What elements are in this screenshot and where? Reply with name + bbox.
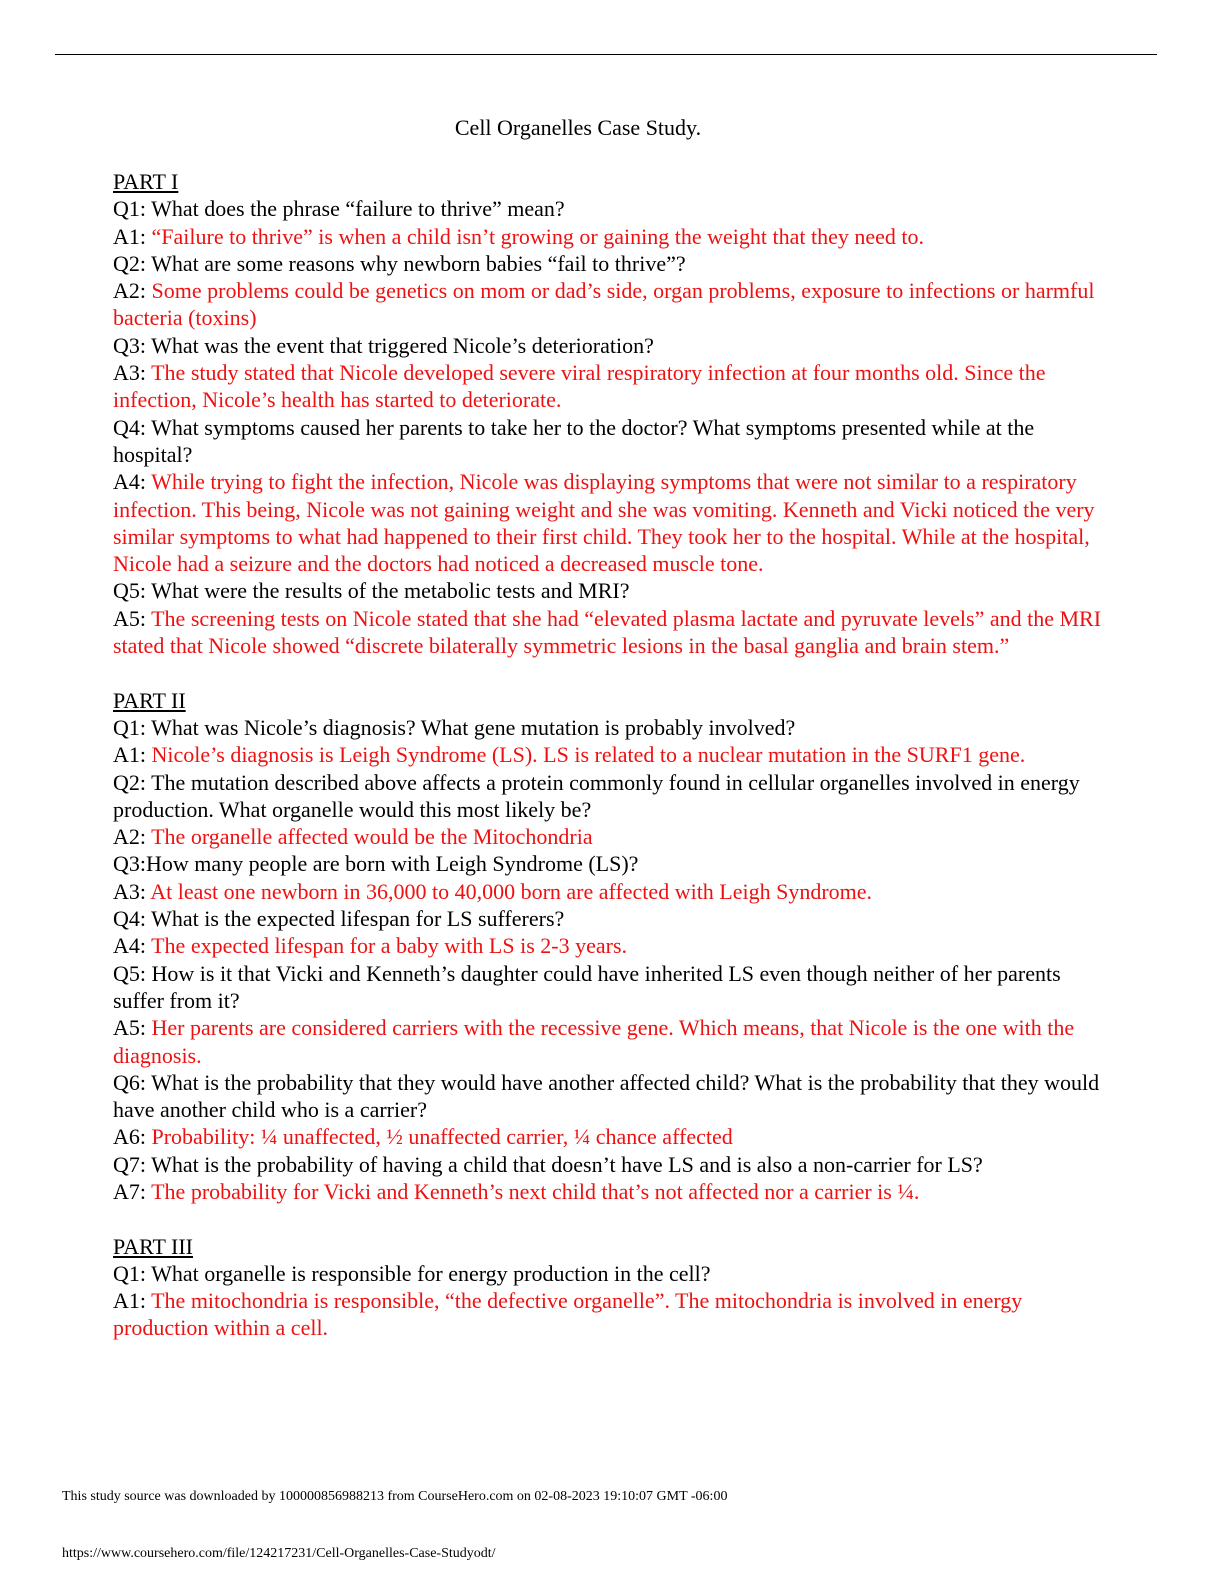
answer-label: A6: <box>113 1124 152 1150</box>
question <box>113 714 1108 741</box>
answer <box>113 1014 1108 1069</box>
answer <box>113 1123 1108 1150</box>
answer-label: A4: <box>113 469 152 495</box>
answer-label: A1: <box>113 1288 152 1314</box>
question-text: What are some reasons why newborn babies “fail to thrive”? <box>151 250 686 276</box>
question <box>113 195 1108 222</box>
answer-text: The expected lifespan for a baby with LS is 2-3 years. <box>151 933 628 959</box>
answer-text: “Failure to thrive” is when a child isn’t growing or gaining the weight that they need to. <box>151 223 924 249</box>
answer <box>113 932 1108 959</box>
question-text: How is it that Vicki and Kenneth’s daughter could have inherited LS even though neither of her parents suffer from it? <box>113 960 1061 1013</box>
answer-text: While trying to fight the infection, Nicole was displaying symptoms that were not similar to a respiratory infection. This being, Nicole was not gaining weight and she was vomiting. Kenneth and Vicki noticed the very similar symptoms to what had happened to their first child. They took her to the hospital. While at the hospital, Nicole had a seizure and the doctors had noticed a decreased muscle tone. <box>113 469 1095 577</box>
question <box>113 905 1108 932</box>
answer-label: A3: <box>113 878 151 904</box>
question-label: Q6: <box>113 1069 152 1095</box>
question-text: What is the expected lifespan for LS sufferers? <box>151 906 565 932</box>
part-3 <box>113 1233 1108 1342</box>
question-text: How many people are born with Leigh Syndrome (LS)? <box>146 851 639 877</box>
answer-label: A3: <box>113 360 152 386</box>
question-label: Q2: <box>113 769 152 795</box>
answer-text: The screening tests on Nicole stated that she had “elevated plasma lactate and pyruvate levels” and the MRI stated that Nicole showed “discrete bilaterally symmetric lesions in the basal ganglia and brain stem.” <box>113 605 1102 659</box>
question <box>113 960 1108 1015</box>
question <box>113 850 1108 877</box>
part-heading: PART III <box>113 1233 193 1259</box>
answer <box>113 223 1108 250</box>
answer <box>113 1287 1108 1342</box>
question-label: Q5: <box>113 960 152 986</box>
answer-text: The study stated that Nicole developed severe viral respiratory infection at four months old. Since the infection, Nicole’s health has started to deteriorate. <box>113 360 1046 413</box>
question-label: Q1: <box>113 1260 152 1286</box>
answer-text: Her parents are considered carriers with the recessive gene. Which means, that Nicole is the one with the diagnosis. <box>113 1015 1075 1068</box>
source-url: https://www.coursehero.com/file/124217231/Cell-Organelles-Case-Studyodt/ <box>62 1546 496 1561</box>
question <box>113 414 1108 469</box>
question-label: Q5: <box>113 578 152 604</box>
question-text: What was Nicole’s diagnosis? What gene mutation is probably involved? <box>151 714 796 740</box>
question-label: Q3: <box>113 332 152 358</box>
answer-text: The mitochondria is responsible, “the defective organelle”. The mitochondria is involved in energy production within a cell. <box>113 1288 1023 1341</box>
document-body <box>113 168 1108 1342</box>
answer <box>113 359 1108 414</box>
question <box>113 1069 1108 1124</box>
question-text: The mutation described above affects a protein commonly found in cellular organelles involved in energy production. What organelle would this most likely be? <box>113 769 1080 822</box>
answer-label: A1: <box>113 223 152 249</box>
answer-label: A2: <box>113 824 152 850</box>
answer <box>113 823 1108 850</box>
answer-text: The organelle affected would be the Mitochondria <box>151 824 593 850</box>
question-label: Q7: <box>113 1151 152 1177</box>
answer-text: At least one newborn in 36,000 to 40,000 born are affected with Leigh Syndrome. <box>150 878 873 904</box>
section-spacer <box>113 1205 1108 1232</box>
answer <box>113 277 1108 332</box>
question <box>113 769 1108 824</box>
question <box>113 1260 1108 1287</box>
answer <box>113 1178 1108 1205</box>
section-spacer <box>113 659 1108 686</box>
answer-label: A7: <box>113 1178 152 1204</box>
question-label: Q3: <box>113 851 146 877</box>
download-source-note: This study source was downloaded by 100000856988213 from CourseHero.com on 02-08-2023 19:10:07 GMT -06:00 <box>62 1489 728 1504</box>
question <box>113 332 1108 359</box>
answer <box>113 605 1108 660</box>
question-label: Q4: <box>113 906 152 932</box>
question <box>113 250 1108 277</box>
question-label: Q4: <box>113 414 152 440</box>
answer-text: The probability for Vicki and Kenneth’s next child that’s not affected nor a carrier is ¼. <box>151 1178 920 1204</box>
question-text: What is the probability that they would have another affected child? What is the probability that they would have another child who is a carrier? <box>113 1069 1100 1123</box>
question-label: Q1: <box>113 714 152 740</box>
answer-text: Nicole’s diagnosis is Leigh Syndrome (LS). LS is related to a nuclear mutation in the SURF1 gene. <box>151 742 1026 768</box>
answer-text: Probability: ¼ unaffected, ½ unaffected carrier, ¼ chance affected <box>151 1124 733 1150</box>
answer-label: A4: <box>113 933 152 959</box>
part-heading: PART I <box>113 169 179 194</box>
part-1 <box>113 168 1108 659</box>
header-rule <box>55 54 1157 55</box>
answer-label: A1: <box>113 742 152 768</box>
answer-label: A5: <box>113 1015 152 1041</box>
answer-label: A2: <box>113 278 152 304</box>
question-text: What is the probability of having a child that doesn’t have LS and is also a non-carrier for LS? <box>151 1151 983 1177</box>
document-title: Cell Organelles Case Study. <box>454 115 702 140</box>
part-heading: PART II <box>113 687 186 713</box>
question-label: Q1: <box>113 196 152 222</box>
question <box>113 1151 1108 1178</box>
answer <box>113 878 1108 905</box>
question-label: Q2: <box>113 250 152 276</box>
question <box>113 577 1108 604</box>
answer <box>113 468 1108 577</box>
question-text: What were the results of the metabolic tests and MRI? <box>151 578 630 604</box>
answer <box>113 741 1108 768</box>
answer-label: A5: <box>113 605 152 631</box>
question-text: What organelle is responsible for energy production in the cell? <box>151 1260 711 1286</box>
question-text: What does the phrase “failure to thrive” mean? <box>151 196 565 222</box>
question-text: What was the event that triggered Nicole’s deterioration? <box>151 332 654 358</box>
part-2 <box>113 687 1108 1206</box>
question-text: What symptoms caused her parents to take her to the doctor? What symptoms presented while at the hospital? <box>113 414 1035 467</box>
answer-text: Some problems could be genetics on mom or dad’s side, organ problems, exposure to infections or harmful bacteria (toxins) <box>113 278 1095 331</box>
